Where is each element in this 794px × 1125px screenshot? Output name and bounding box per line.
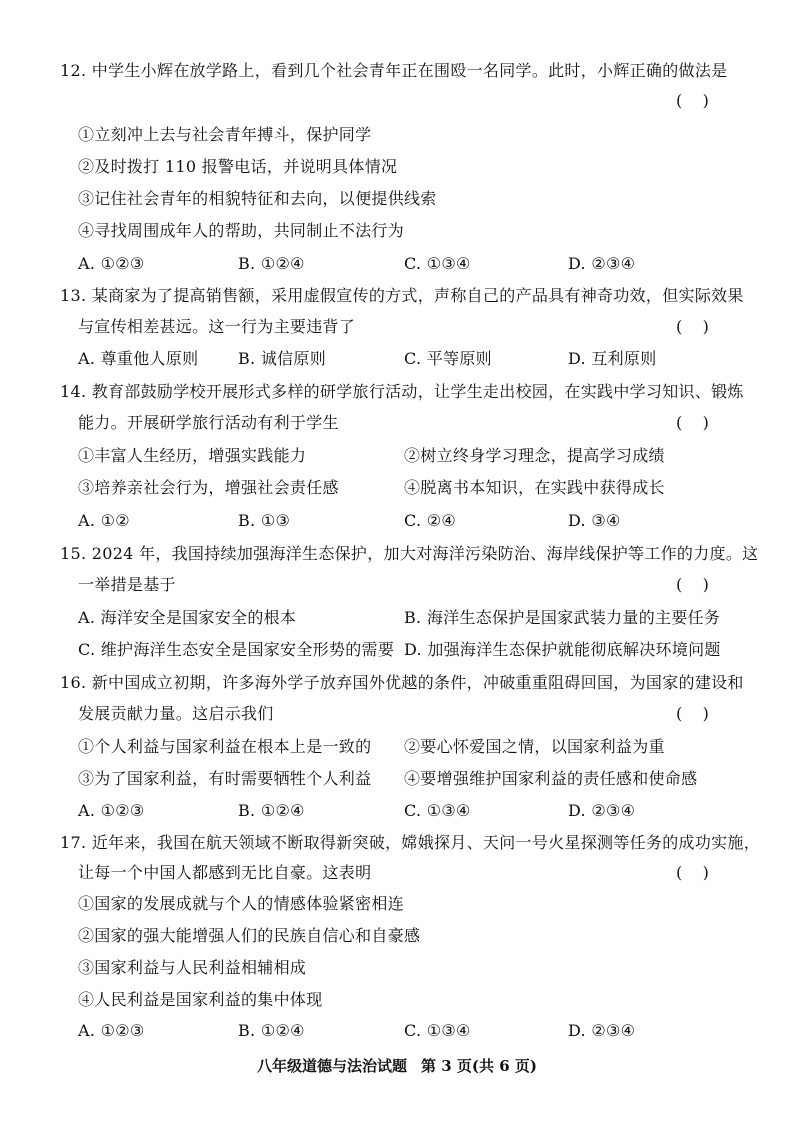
- q17-statement-2: ②国家的强大能增强人们的民族自信心和自豪感: [78, 926, 421, 945]
- q13-option-a: A. 尊重他人原则: [78, 349, 199, 368]
- q17-option-b: B. ①②④: [238, 1021, 305, 1040]
- q12-statement-3: ③记住社会青年的相貌特征和去向，以便提供线索: [78, 189, 437, 208]
- q16-statement-4: ④要增强维护国家利益的责任感和使命感: [404, 769, 698, 788]
- q17-statement-3: ③国家利益与人民利益相辅相成: [78, 958, 307, 977]
- q17-statement-1: ①国家的发展成就与个人的情感体验紧密相连: [78, 894, 405, 913]
- q14-option-a: A. ①②: [78, 511, 130, 530]
- q16-option-d: D. ②③④: [568, 801, 636, 820]
- q16-statement-1: ①个人利益与国家利益在根本上是一致的: [78, 737, 372, 756]
- page-footer: [0, 1055, 794, 1077]
- q17-option-d: D. ②③④: [568, 1021, 636, 1040]
- q15-answer-bracket: ( ): [676, 575, 709, 594]
- q12-statement-1: ①立刻冲上去与社会青年搏斗，保护同学: [78, 125, 372, 144]
- q17-answer-bracket: ( ): [676, 863, 709, 882]
- q17-stem-line-2: 让每一个中国人都感到无比自豪。这表明: [78, 863, 372, 882]
- q12-statement-4: ④寻找周围成年人的帮助，共同制止不法行为: [78, 221, 405, 240]
- q14-answer-bracket: ( ): [676, 413, 709, 432]
- q17-statement-4: ④人民利益是国家利益的集中体现: [78, 990, 323, 1009]
- q14-statement-3: ③培养亲社会行为，增强社会责任感: [78, 478, 339, 497]
- q15-stem-line-1: 15. 2024 年，我国持续加强海洋生态保护，加大对海洋污染防治、海岸线保护等工作的力度。这: [60, 544, 759, 563]
- q17-option-c: C. ①③④: [404, 1021, 471, 1040]
- q13-option-c: C. 平等原则: [404, 349, 492, 368]
- q14-option-c: C. ②④: [404, 511, 457, 530]
- q16-answer-bracket: ( ): [676, 704, 709, 723]
- q16-option-c: C. ①③④: [404, 801, 471, 820]
- q12-stem-line-1: 12. 中学生小辉在放学路上，看到几个社会青年正在围殴一名同学。此时，小辉正确的做法是: [60, 61, 728, 80]
- footer-title: 八年级道德与法治试题: [257, 1057, 408, 1075]
- q12-option-c: C. ①③④: [404, 254, 471, 273]
- q15-option-c: C. 维护海洋生态安全是国家安全形势的需要: [78, 640, 395, 659]
- q15-option-a: A. 海洋安全是国家安全的根本: [78, 608, 297, 627]
- footer-page-number: 第 3 页(共 6 页): [421, 1057, 537, 1075]
- q16-option-a: A. ①②③: [78, 801, 145, 820]
- q12-option-a: A. ①②③: [78, 254, 145, 273]
- q13-option-d: D. 互利原则: [568, 349, 657, 368]
- q12-option-d: D. ②③④: [568, 254, 636, 273]
- q13-stem-line-2: 与宣传相差甚远。这一行为主要违背了: [78, 317, 356, 336]
- q14-option-d: D. ③④: [568, 511, 621, 530]
- q14-statement-2: ②树立终身学习理念，提高学习成绩: [404, 446, 665, 465]
- q16-option-b: B. ①②④: [238, 801, 305, 820]
- q17-option-a: A. ①②③: [78, 1021, 145, 1040]
- q12-answer-bracket: ( ): [676, 91, 709, 110]
- q14-statement-4: ④脱离书本知识，在实践中获得成长: [404, 478, 665, 497]
- q12-statement-2: ②及时拨打 110 报警电话，并说明具体情况: [78, 157, 398, 176]
- q15-stem-line-2: 一举措是基于: [78, 575, 176, 594]
- q14-statement-1: ①丰富人生经历，增强实践能力: [78, 446, 307, 465]
- q16-stem-line-1: 16. 新中国成立初期，许多海外学子放弃国外优越的条件，冲破重重阻碍回国，为国家的建设和: [60, 673, 744, 692]
- q15-option-d: D. 加强海洋生态保护就能彻底解决环境问题: [404, 640, 721, 659]
- q16-statement-2: ②要心怀爱国之情，以国家利益为重: [404, 737, 665, 756]
- q12-option-b: B. ①②④: [238, 254, 305, 273]
- q14-stem-line-2: 能力。开展研学旅行活动有利于学生: [78, 413, 339, 432]
- q14-stem-line-1: 14. 教育部鼓励学校开展形式多样的研学旅行活动，让学生走出校园，在实践中学习知识、锻炼: [60, 382, 744, 401]
- q16-stem-line-2: 发展贡献力量。这启示我们: [78, 704, 274, 723]
- q13-option-b: B. 诚信原则: [238, 349, 327, 368]
- q16-statement-3: ③为了国家利益，有时需要牺牲个人利益: [78, 769, 372, 788]
- q14-option-b: B. ①③: [238, 511, 291, 530]
- q13-stem-line-1: 13. 某商家为了提高销售额，采用虚假宣传的方式，声称自己的产品具有神奇功效，但实际效果: [60, 286, 744, 305]
- q13-answer-bracket: ( ): [676, 317, 709, 336]
- q17-stem-line-1: 17. 近年来，我国在航天领域不断取得新突破，嫦娥探月、天问一号火星探测等任务的成功实施，: [60, 833, 761, 852]
- q15-option-b: B. 海洋生态保护是国家武装力量的主要任务: [404, 608, 721, 627]
